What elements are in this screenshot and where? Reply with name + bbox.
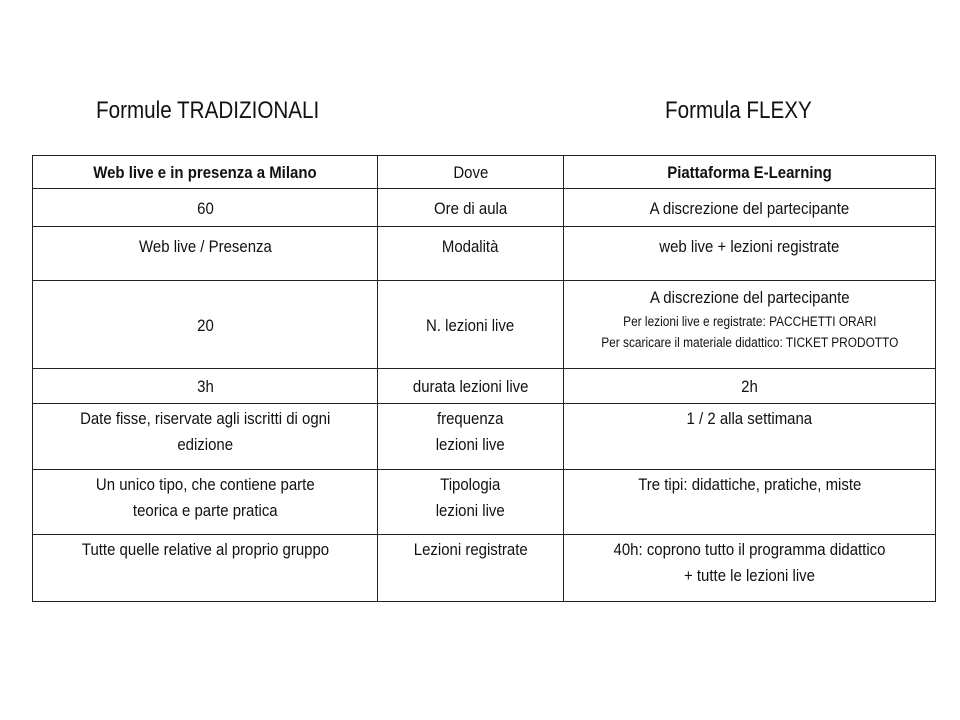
table-row [33, 535, 936, 602]
cell-traditional: Tutte quelle relative al proprio gruppo [33, 535, 378, 602]
cell-elearning: 2h [564, 369, 936, 404]
table-row [33, 369, 936, 404]
cell-traditional: Un unico tipo, che contiene parte teorica e parte pratica [33, 470, 378, 535]
header-cell-dove: Dove [378, 156, 564, 189]
cell-dove: durata lezioni live [378, 369, 564, 404]
table-row [33, 189, 936, 227]
cell-dove: Lezioni registrate [378, 535, 564, 602]
table-row [33, 404, 936, 470]
heading-traditional: Formule TRADIZIONALI [96, 97, 320, 124]
cell-dove: Modalità [378, 227, 564, 281]
cell-dove: Tipologia lezioni live [378, 470, 564, 535]
cell-elearning: 1 / 2 alla settimana [564, 404, 936, 470]
table-row [33, 470, 936, 535]
cell-traditional: Date fisse, riservate agli iscritti di ogni edizione [33, 404, 378, 470]
cell-traditional: 20 [33, 281, 378, 369]
comparison-table [32, 155, 936, 602]
cell-traditional: 60 [33, 189, 378, 227]
cell-dove: N. lezioni live [378, 281, 564, 369]
cell-traditional: Web live / Presenza [33, 227, 378, 281]
cell-elearning: web live + lezioni registrate [564, 227, 936, 281]
table-header-row [33, 156, 936, 189]
cell-elearning: A discrezione del partecipante [564, 189, 936, 227]
cell-dove: frequenza lezioni live [378, 404, 564, 470]
heading-flexy: Formula FLEXY [665, 97, 812, 124]
cell-elearning: 40h: coprono tutto il programma didattico + tutte le lezioni live [564, 535, 936, 602]
cell-traditional: 3h [33, 369, 378, 404]
cell-dove: Ore di aula [378, 189, 564, 227]
cell-elearning: A discrezione del partecipante Per lezioni live e registrate: PACCHETTI ORARI Per scaricare il materiale didattico: TICKET PRODOTTO [564, 281, 936, 369]
header-cell-traditional: Web live e in presenza a Milano [33, 156, 378, 189]
table-row [33, 227, 936, 281]
table-row [33, 281, 936, 369]
cell-elearning: Tre tipi: didattiche, pratiche, miste [564, 470, 936, 535]
header-cell-elearning: Piattaforma E-Learning [564, 156, 936, 189]
